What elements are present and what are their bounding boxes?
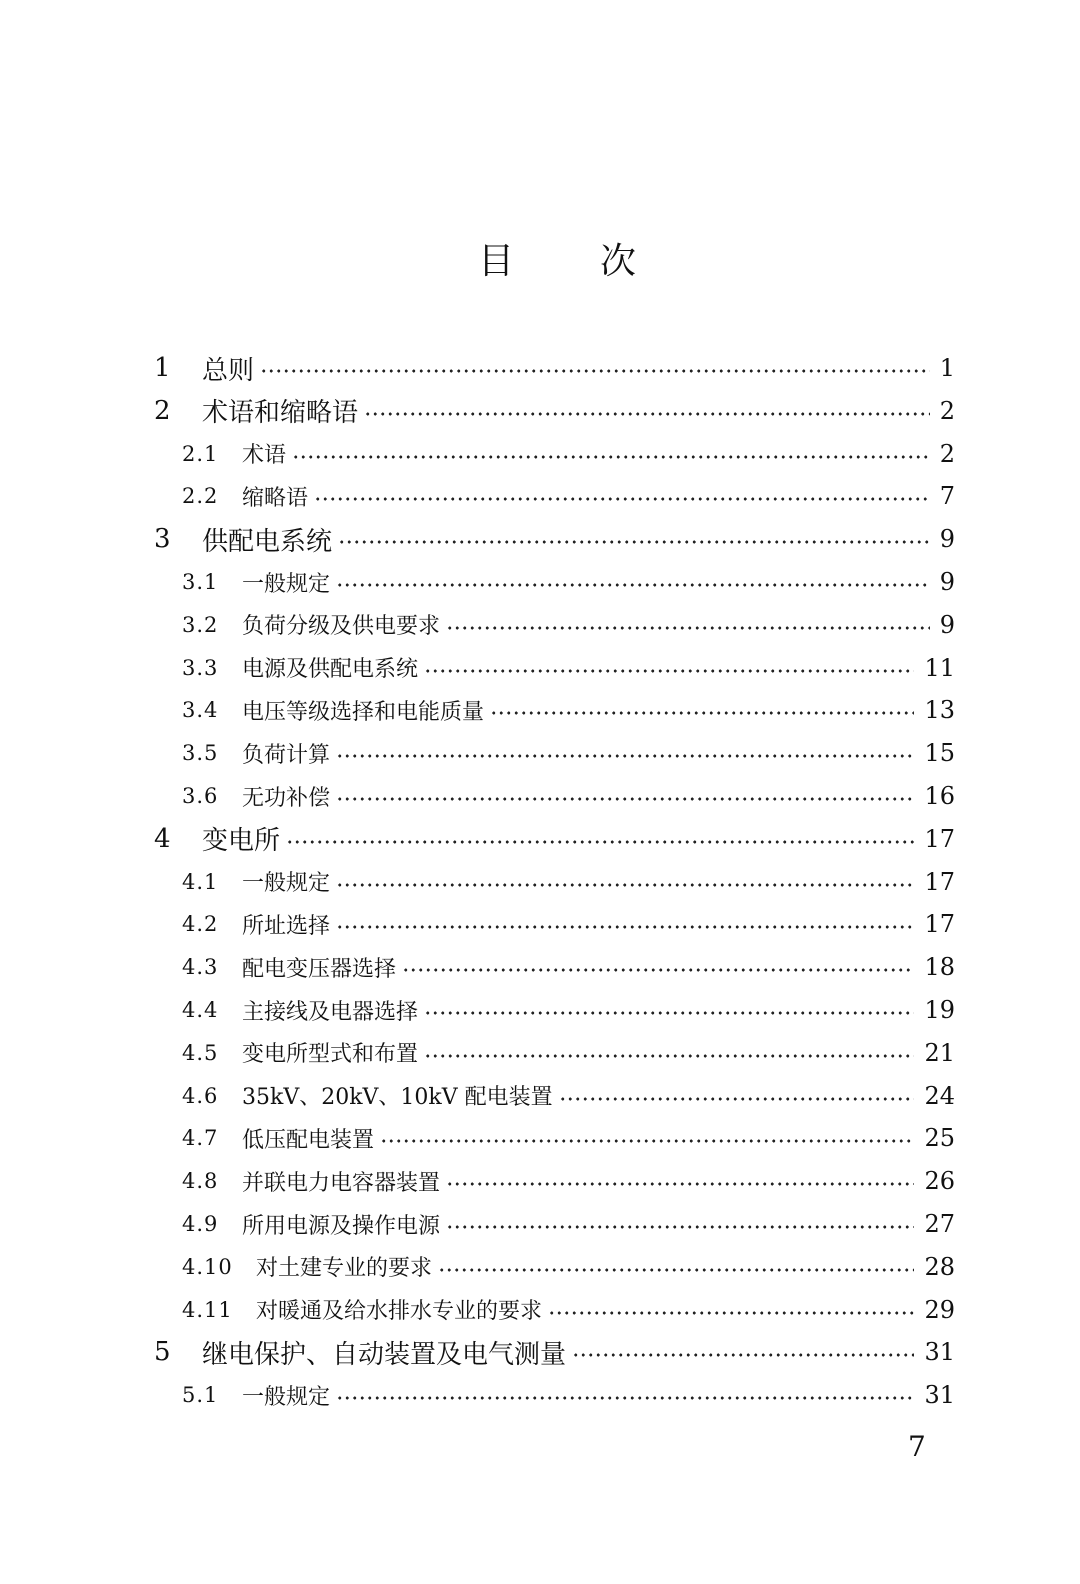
- toc-entry-page: 17: [924, 867, 955, 896]
- toc-entry-number: 2.2: [182, 484, 219, 509]
- toc-entry-label: 术语和缩略语: [202, 398, 359, 429]
- toc-entry[interactable]: [150, 947, 955, 987]
- toc-entry-page: 31: [924, 1338, 955, 1367]
- toc-dot-leader: [548, 1310, 914, 1316]
- toc-entry-label: 配电变压器选择: [242, 956, 397, 982]
- toc-entry[interactable]: [150, 519, 955, 559]
- toc-entry-label: 电压等级选择和电能质量: [242, 699, 485, 725]
- toc-entry-label: 对暖通及给水排水专业的要求: [256, 1299, 543, 1325]
- toc-entry-label: 缩略语: [242, 485, 309, 511]
- toc-dot-leader: [336, 796, 914, 802]
- toc-dot-leader: [446, 1224, 914, 1230]
- toc-dot-leader: [424, 1010, 914, 1016]
- toc-entry-page: 17: [924, 824, 955, 853]
- toc-entry-page: 25: [924, 1124, 955, 1153]
- toc-entry-label: 所用电源及操作电源: [242, 1213, 441, 1239]
- toc-entry-page: 9: [939, 525, 955, 554]
- toc-dot-leader: [314, 496, 930, 502]
- toc-entry-number: 3.3: [182, 655, 219, 680]
- toc-entry-page: 2: [939, 396, 955, 425]
- toc-entry-number: 3.6: [182, 784, 219, 808]
- toc-entry-label: 35kV、20kV、10kV 配电装置: [242, 1085, 553, 1111]
- toc-dot-leader: [336, 924, 914, 930]
- toc-entry-page: 7: [939, 482, 955, 511]
- toc-dot-leader: [292, 454, 930, 460]
- toc-entry[interactable]: [150, 1290, 955, 1330]
- toc-entry-number: 4.11: [182, 1297, 233, 1322]
- toc-dot-leader: [364, 411, 930, 417]
- toc-entry-number: 3.2: [182, 612, 219, 637]
- toc-dot-leader: [336, 582, 930, 588]
- toc-entry[interactable]: [150, 1332, 955, 1372]
- toc-dot-leader: [338, 539, 930, 545]
- toc-entry-label: 变电所型式和布置: [242, 1042, 419, 1068]
- page-number: 7: [908, 1430, 926, 1463]
- toc-entry[interactable]: [150, 1247, 955, 1287]
- toc-entry-number: 4.9: [182, 1212, 219, 1236]
- toc-entry-number: 4.6: [182, 1083, 219, 1108]
- toc-entry[interactable]: [150, 990, 955, 1030]
- toc-dot-leader: [260, 368, 930, 374]
- toc-entry-label: 无功补偿: [242, 785, 331, 811]
- toc-entry-page: 26: [924, 1167, 955, 1196]
- toc-entry[interactable]: [150, 605, 955, 645]
- toc-entry-number: 4.1: [182, 869, 219, 894]
- toc-entry[interactable]: [150, 862, 955, 902]
- toc-dot-leader: [446, 1181, 914, 1187]
- toc-dot-leader: [424, 1053, 914, 1059]
- toc-entry-page: 24: [924, 1081, 955, 1110]
- toc-dot-leader: [402, 967, 914, 973]
- toc-dot-leader: [336, 1395, 914, 1401]
- toc-entry[interactable]: [150, 1161, 955, 1201]
- toc-dot-leader: [438, 1267, 914, 1273]
- toc-entry-page: 17: [924, 910, 955, 939]
- toc-entry-page: 19: [924, 996, 955, 1024]
- toc-entry-label: 一般规定: [242, 1384, 331, 1410]
- toc-entry-number: 2: [154, 395, 171, 426]
- toc-entry-label: 电源及供配电系统: [242, 657, 419, 683]
- toc-entry-label: 所址选择: [242, 913, 331, 939]
- toc-entry-number: 3.4: [182, 698, 219, 723]
- toc-entry[interactable]: [150, 1033, 955, 1073]
- toc-entry-page: 2: [939, 439, 955, 468]
- toc-entry-label: 变电所: [202, 826, 281, 857]
- toc-entry-label: 继电保护、自动装置及电气测量: [202, 1339, 567, 1370]
- toc-entry[interactable]: [150, 476, 955, 516]
- toc-entry-page: 1: [939, 354, 955, 382]
- toc-entry[interactable]: [150, 904, 955, 944]
- toc-entry-label: 一般规定: [242, 571, 331, 597]
- toc-entry-number: 1: [154, 353, 171, 383]
- toc-title: [0, 236, 1080, 288]
- toc-entry-number: 3.1: [182, 570, 219, 594]
- toc-entry-page: 31: [924, 1381, 955, 1410]
- toc-entry-label: 对土建专业的要求: [256, 1256, 433, 1282]
- toc-entry[interactable]: [150, 348, 955, 388]
- toc-entry-page: 28: [924, 1252, 955, 1281]
- toc-dot-leader: [490, 710, 914, 716]
- toc-entry-page: 18: [924, 953, 955, 982]
- toc-entry-number: 3: [154, 524, 171, 555]
- toc-entry[interactable]: [150, 776, 955, 816]
- toc-entry-number: 4.4: [182, 998, 219, 1022]
- toc-entry[interactable]: [150, 733, 955, 773]
- toc-entry-label: 供配电系统: [202, 526, 333, 557]
- toc-dot-leader: [572, 1352, 914, 1358]
- toc-entry-number: 4.3: [182, 955, 219, 980]
- toc-entry-number: 4: [154, 823, 171, 854]
- toc-entry-number: 4.8: [182, 1169, 219, 1194]
- toc-entry-label: 负荷计算: [242, 742, 331, 768]
- toc-entry-label: 负荷分级及供电要求: [242, 614, 441, 640]
- toc-entry[interactable]: [150, 648, 955, 688]
- toc-entry-label: 术语: [242, 443, 287, 469]
- toc-dot-leader: [336, 882, 914, 888]
- toc-dot-leader: [286, 839, 914, 845]
- toc-dot-leader: [559, 1096, 915, 1102]
- toc-entry[interactable]: [150, 1375, 955, 1415]
- toc-entry[interactable]: [150, 1076, 955, 1116]
- toc-entry-page: 21: [924, 1038, 955, 1067]
- toc-entry[interactable]: [150, 690, 955, 730]
- toc-entry-label: 并联电力电容器装置: [242, 1170, 441, 1196]
- toc-entry-number: 5.1: [182, 1383, 219, 1408]
- toc-entry-number: 3.5: [182, 741, 219, 766]
- toc-entry-label: 主接线及电器选择: [242, 999, 419, 1025]
- toc-dot-leader: [336, 753, 914, 759]
- toc-entry-page: 13: [924, 696, 955, 725]
- toc-entry-page: 29: [924, 1295, 955, 1324]
- toc-entry-number: 2.1: [182, 441, 219, 466]
- toc-entry[interactable]: [150, 1118, 955, 1158]
- toc-entry-page: 15: [924, 739, 955, 768]
- toc-entry-label: 一般规定: [242, 871, 331, 897]
- toc-dot-leader: [380, 1138, 914, 1144]
- toc-entry-number: 4.7: [182, 1126, 219, 1151]
- toc-entry-page: 16: [924, 782, 955, 810]
- toc-entry-number: 5: [154, 1337, 171, 1368]
- toc-entry-page: 9: [939, 610, 955, 639]
- toc-entry[interactable]: [150, 434, 955, 474]
- toc-entry-number: 4.10: [182, 1254, 233, 1279]
- toc-entry[interactable]: [150, 1204, 955, 1244]
- toc-entry[interactable]: [150, 819, 955, 859]
- toc-entry-page: 11: [924, 653, 955, 682]
- toc-entry-number: 4.2: [182, 912, 219, 937]
- toc-entry-label: 总则: [202, 355, 255, 386]
- toc-entry-page: 9: [939, 568, 955, 596]
- toc-entry-page: 27: [924, 1210, 955, 1238]
- toc-title-char-1: 目: [477, 241, 514, 282]
- toc-dot-leader: [424, 668, 914, 674]
- toc-dot-leader: [446, 625, 930, 631]
- toc-entry[interactable]: [150, 562, 955, 602]
- toc-entry[interactable]: [150, 391, 955, 431]
- toc-title-char-2: 次: [600, 241, 637, 282]
- toc-entry-number: 4.5: [182, 1040, 219, 1065]
- toc-entry-label: 低压配电装置: [242, 1127, 375, 1153]
